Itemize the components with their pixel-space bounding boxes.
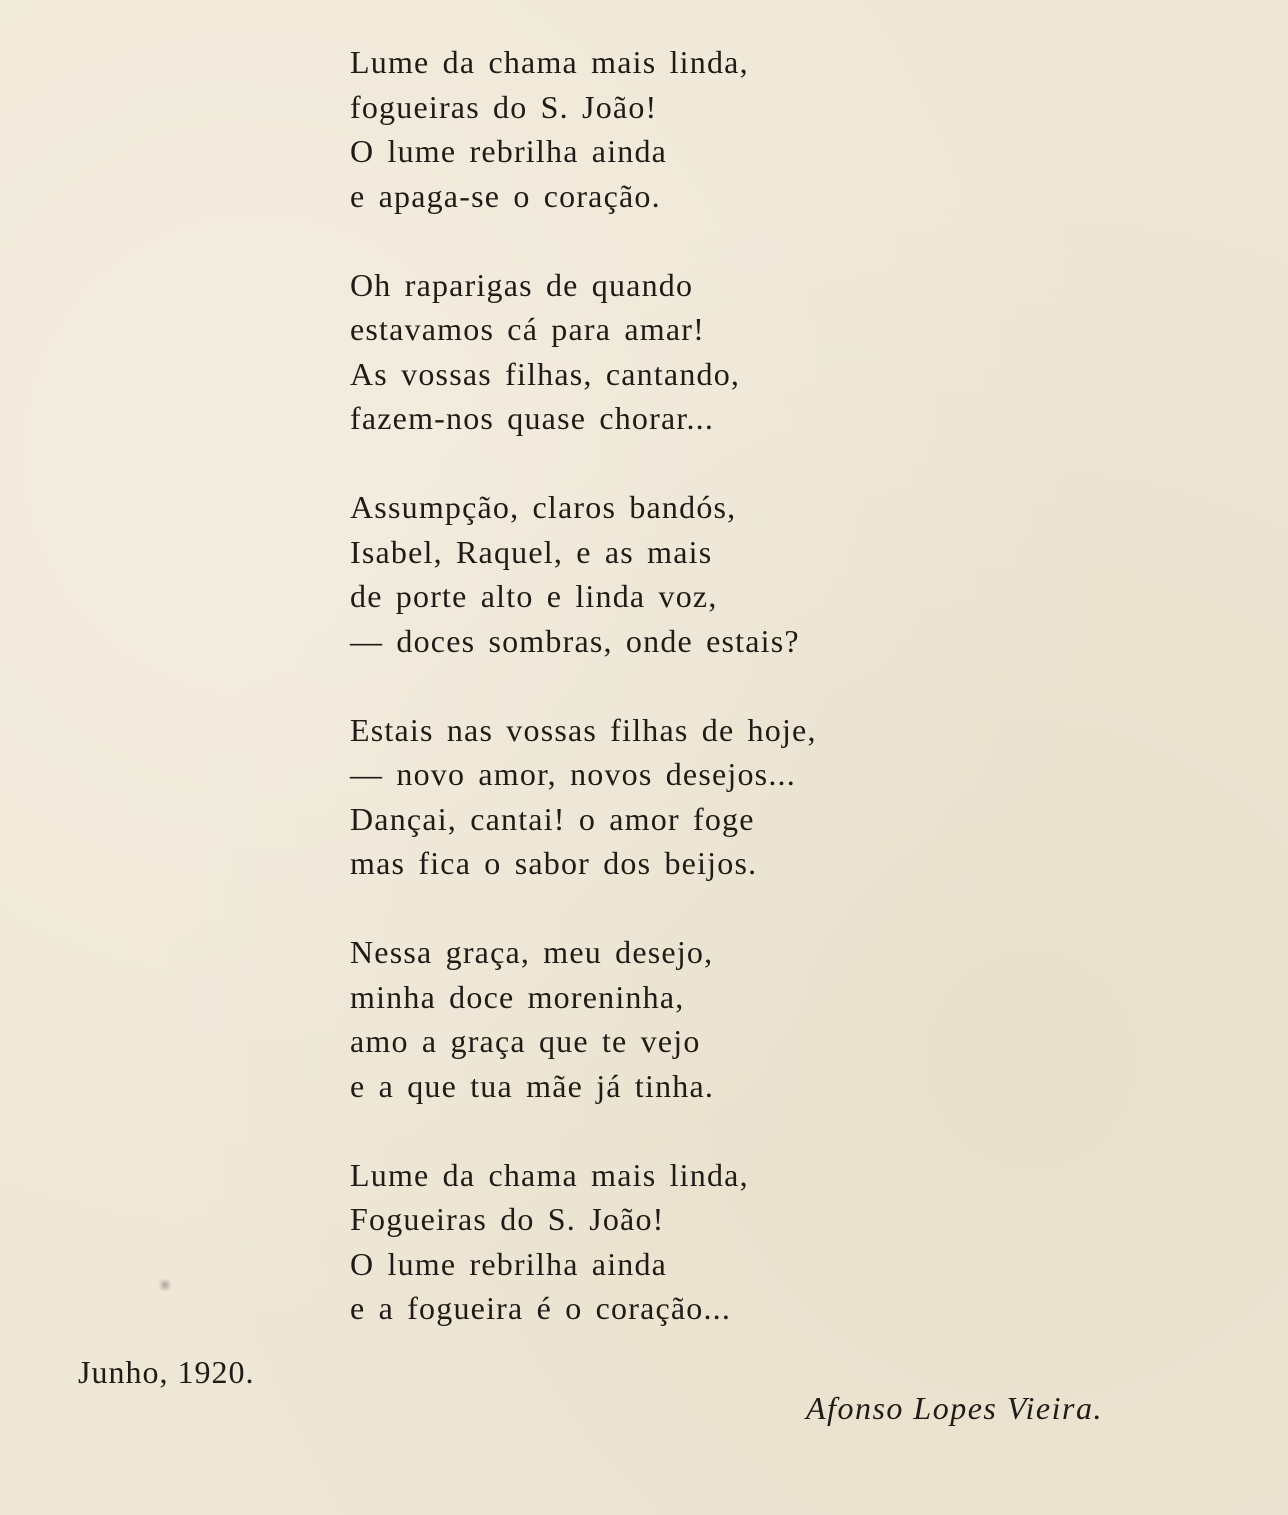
stanza-2 [350,263,970,441]
poem-line: O lume rebrilha ainda [350,133,668,169]
poem-line: Fogueiras do S. João! [350,1201,665,1237]
author-signature: Afonso Lopes Vieira. [806,1390,1103,1426]
poem-line: As vossas filhas, cantando, [350,355,741,392]
poem-line: minha doce moreninha, [350,978,685,1015]
poem-line: de porte alto e linda voz, [350,578,718,614]
poem-line: fazem-nos quase chorar... [350,400,715,436]
poem-line: fogueiras do S. João! [350,88,658,125]
poem-line: e a fogueira é o coração... [350,1290,732,1326]
stanza-6 [350,1153,970,1331]
poem-line: mas fica o sabor dos beijos. [350,845,758,881]
poem-line: e a que tua mãe já tinha. [350,1067,715,1104]
poem-line: — doces sombras, onde estais? [350,622,800,659]
poem-line: estavamos cá para amar! [350,311,705,347]
poem-line: Lume da chama mais linda, [350,1156,749,1193]
poem-line: Isabel, Raquel, e as mais [350,533,713,570]
poem-line: amo a graça que te vejo [350,1023,701,1059]
poem-line: Dançai, cantai! o amor foge [350,800,755,837]
paper-spot [158,1278,172,1292]
poem-line: Nessa graça, meu desejo, [350,934,714,970]
poem-line: e apaga-se o coração. [350,177,661,214]
poem-line: Oh raparigas de quando [350,266,694,303]
poem-line: Assumpção, claros bandós, [350,489,737,525]
poem-line: Estais nas vossas filhas de hoje, [350,711,817,748]
stanza-5 [350,930,970,1108]
date-line: Junho, 1920. [78,1354,255,1390]
poem-line: — novo amor, novos desejos... [350,756,796,792]
poem-line: O lume rebrilha ainda [350,1245,668,1282]
stanza-3 [350,485,970,663]
stanza-1 [350,40,970,218]
poem [350,40,970,1375]
poem-line: Lume da chama mais linda, [350,44,749,80]
stanza-4 [350,708,970,886]
